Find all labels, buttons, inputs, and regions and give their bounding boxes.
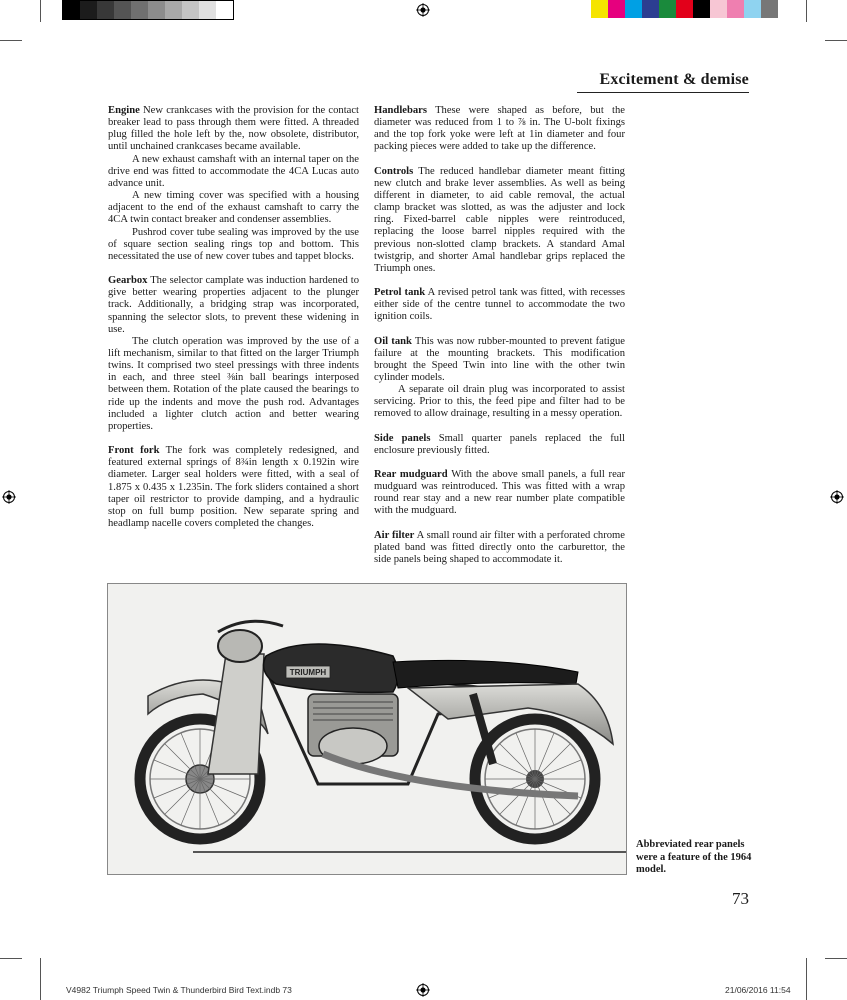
color-swatch (131, 1, 148, 19)
paragraph-text: Pushrod cover tube sealing was improved by the use of square section sealing rings top and bottom. This necessitated the use of new cover tubes and tappet blocks. (108, 226, 359, 262)
paragraph-text: With the above small panels, a full rear mudguard was reintroduced. This was fitted with a wrap round rear stay and a new rear number plate compatible with the mudguard. (374, 468, 625, 517)
color-swatch (591, 0, 608, 18)
body-paragraph (108, 105, 359, 154)
crop-mark (40, 958, 41, 1000)
crop-mark (0, 958, 22, 959)
crop-mark (806, 958, 807, 1000)
petrol-tank (264, 644, 398, 692)
section-heading: Air filter (374, 529, 415, 541)
running-head: Excitement & demise (599, 71, 749, 88)
section-heading: Engine (108, 105, 140, 116)
section-handlebars (374, 105, 625, 154)
paragraph-text: A new timing cover was specified with a housing adjacent to the end of the exhaust camshaft to carry the 4CA twin contact breaker and condenser assemblies. (108, 190, 359, 226)
crop-mark (825, 40, 847, 41)
color-swatch (216, 1, 233, 19)
registration-mark-icon (416, 3, 430, 17)
tank-badge-text: TRIUMPH (289, 668, 327, 677)
section-heading: Side panels (374, 432, 431, 444)
body-paragraph (108, 275, 359, 336)
engine (308, 694, 398, 764)
color-swatch (165, 1, 182, 19)
paragraph-text: A small round air filter with a perforated chrome plated band was fitted directly onto the carburettor, the side panels being shaped to accommodate it. (374, 529, 625, 565)
color-swatch (63, 1, 80, 19)
color-swatch (710, 0, 727, 18)
section-oil-tank (374, 336, 625, 421)
paragraph-text: A revised petrol tank was fitted, with recesses either side of the centre tunnel to accommodate the two ignition coils. (374, 287, 625, 323)
color-swatch (727, 0, 744, 18)
paragraph-text: Small quarter panels replaced the full enclosure previously fitted. (374, 432, 625, 456)
color-swatch (761, 0, 778, 18)
color-swatch (676, 0, 693, 18)
color-swatch (693, 0, 710, 18)
section-gearbox (108, 275, 359, 433)
running-head-rule (577, 92, 749, 93)
page-number: 73 (732, 889, 749, 908)
slug-filename: V4982 Triumph Speed Twin & Thunderbird Bird Text.indb 73 (66, 985, 292, 995)
registration-mark-icon (2, 490, 16, 504)
body-paragraph (374, 469, 625, 518)
color-swatch (659, 0, 676, 18)
paragraph-text: The reduced handlebar diameter meant fitting new clutch and brake lever assemblies. As well as being different in diameter, to aid cable removal, the actual clamp bracket was slotted, as was the adjuster and lock ring. Fixed-barrel cable nipples were reintroduced, replacing the loose barrel nipples required with the previous non-slotted clamp brackets. A standard Amal twistgrip, and shorter Amal handlebar grips replaced the Triumph ones. (374, 165, 625, 274)
crop-mark (825, 958, 847, 959)
headlamp (218, 630, 262, 662)
body-paragraph (374, 384, 625, 420)
color-swatch (625, 0, 642, 18)
body-paragraph (374, 433, 625, 457)
color-swatch (114, 1, 131, 19)
body-paragraph (108, 154, 359, 190)
body-paragraph (374, 336, 625, 385)
section-heading: Controls (374, 165, 414, 177)
section-heading: Rear mudguard (374, 468, 448, 480)
crop-mark (806, 0, 807, 22)
color-swatch (148, 1, 165, 19)
section-controls (374, 166, 625, 275)
paragraph-text: The selector camplate was induction hardened to give better wearing properties adjacent to the plunger track. Additionally, a bridging strap was incorporated, spanning the selector slots, to prevent these widening in use. (108, 275, 359, 335)
body-paragraph (108, 445, 359, 530)
registration-mark-icon (830, 490, 844, 504)
photo-caption: Abbreviated rear panels were a feature of the 1964 model. (636, 839, 752, 875)
color-swatch (642, 0, 659, 18)
color-swatch (182, 1, 199, 19)
crop-mark (0, 40, 22, 41)
section-engine (108, 105, 359, 263)
left-text-column (108, 105, 359, 530)
grayscale-registration-bar (62, 0, 234, 20)
crop-mark (40, 0, 41, 22)
body-paragraph (108, 227, 359, 263)
section-side-panels (374, 433, 625, 457)
section-heading: Front fork (108, 445, 160, 457)
body-paragraph (374, 287, 625, 323)
section-petrol-tank (374, 287, 625, 323)
paragraph-text: A new exhaust camshaft with an internal taper on the drive end was fitted to accommodate the 4CA Lucas auto advance unit. (108, 153, 359, 189)
slug-timestamp: 21/06/2016 11:54 (725, 985, 791, 995)
body-paragraph (374, 105, 625, 154)
color-swatch (199, 1, 216, 19)
color-swatch (80, 1, 97, 19)
paragraph-text: The fork was completely redesigned, and featured external springs of 8¾in length x 0.192in wire diameter. Larger seal holders were fitted, with a seal of 1.875 x 0.435 x 1.235in. The fork sliders contained a short taper oil restrictor to provide damping, and a hydraulic stop on full bump position. New separate spring and headlamp nacelle covers completed the changes. (108, 445, 359, 529)
paragraph-text: A separate oil drain plug was incorporated to assist servicing. Prior to this, the feed pipe and filter had to be removed to allow drainage, resulting in a messy operation. (374, 384, 625, 420)
body-paragraph (374, 530, 625, 566)
color-swatch (744, 0, 761, 18)
color-swatch (608, 0, 625, 18)
motorcycle-illustration (108, 584, 626, 874)
section-heading: Petrol tank (374, 287, 426, 299)
section-front-fork (108, 445, 359, 530)
motorcycle-photo (107, 583, 627, 875)
rear-wheel (475, 719, 595, 839)
body-paragraph (108, 336, 359, 433)
section-heading: Gearbox (108, 275, 148, 287)
section-rear-mudguard (374, 469, 625, 518)
registration-mark-icon (416, 983, 430, 997)
color-registration-bar (591, 0, 778, 18)
body-paragraph (374, 166, 625, 275)
color-swatch (97, 1, 114, 19)
body-paragraph (108, 190, 359, 226)
section-heading: Handlebars (374, 105, 427, 116)
section-air-filter (374, 530, 625, 566)
paragraph-text: New crankcases with the provision for the contact breaker lead to pass through them were fitted. A threaded plug filled the hole left by the, now obsolete, distributor, until unchained crankcases became available. (108, 105, 359, 153)
paragraph-text: The clutch operation was improved by the use of a lift mechanism, similar to that fitted on the larger Triumph twins. It comprised two steel pressings with three indents in each, and three steel ⅜in ball bearings interposed between them. Rotation of the plate caused the bearings to ride up the indents and move the push rod. Advantages included a lighter clutch action and better wearing properties. (108, 335, 359, 432)
section-heading: Oil tank (374, 335, 412, 347)
paragraph-text: This was now rubber-mounted to prevent fatigue failure at the mounting brackets. This modification brought the Speed Twin into line with the other twin cylinder models. (374, 335, 625, 383)
paragraph-text: These were shaped as before, but the diameter was reduced from 1 to ⅞ in. The U-bolt fixings and the top fork yoke were left at 1in diameter and four packing pieces were added to take up the difference. (374, 105, 625, 153)
right-text-column (374, 105, 625, 566)
